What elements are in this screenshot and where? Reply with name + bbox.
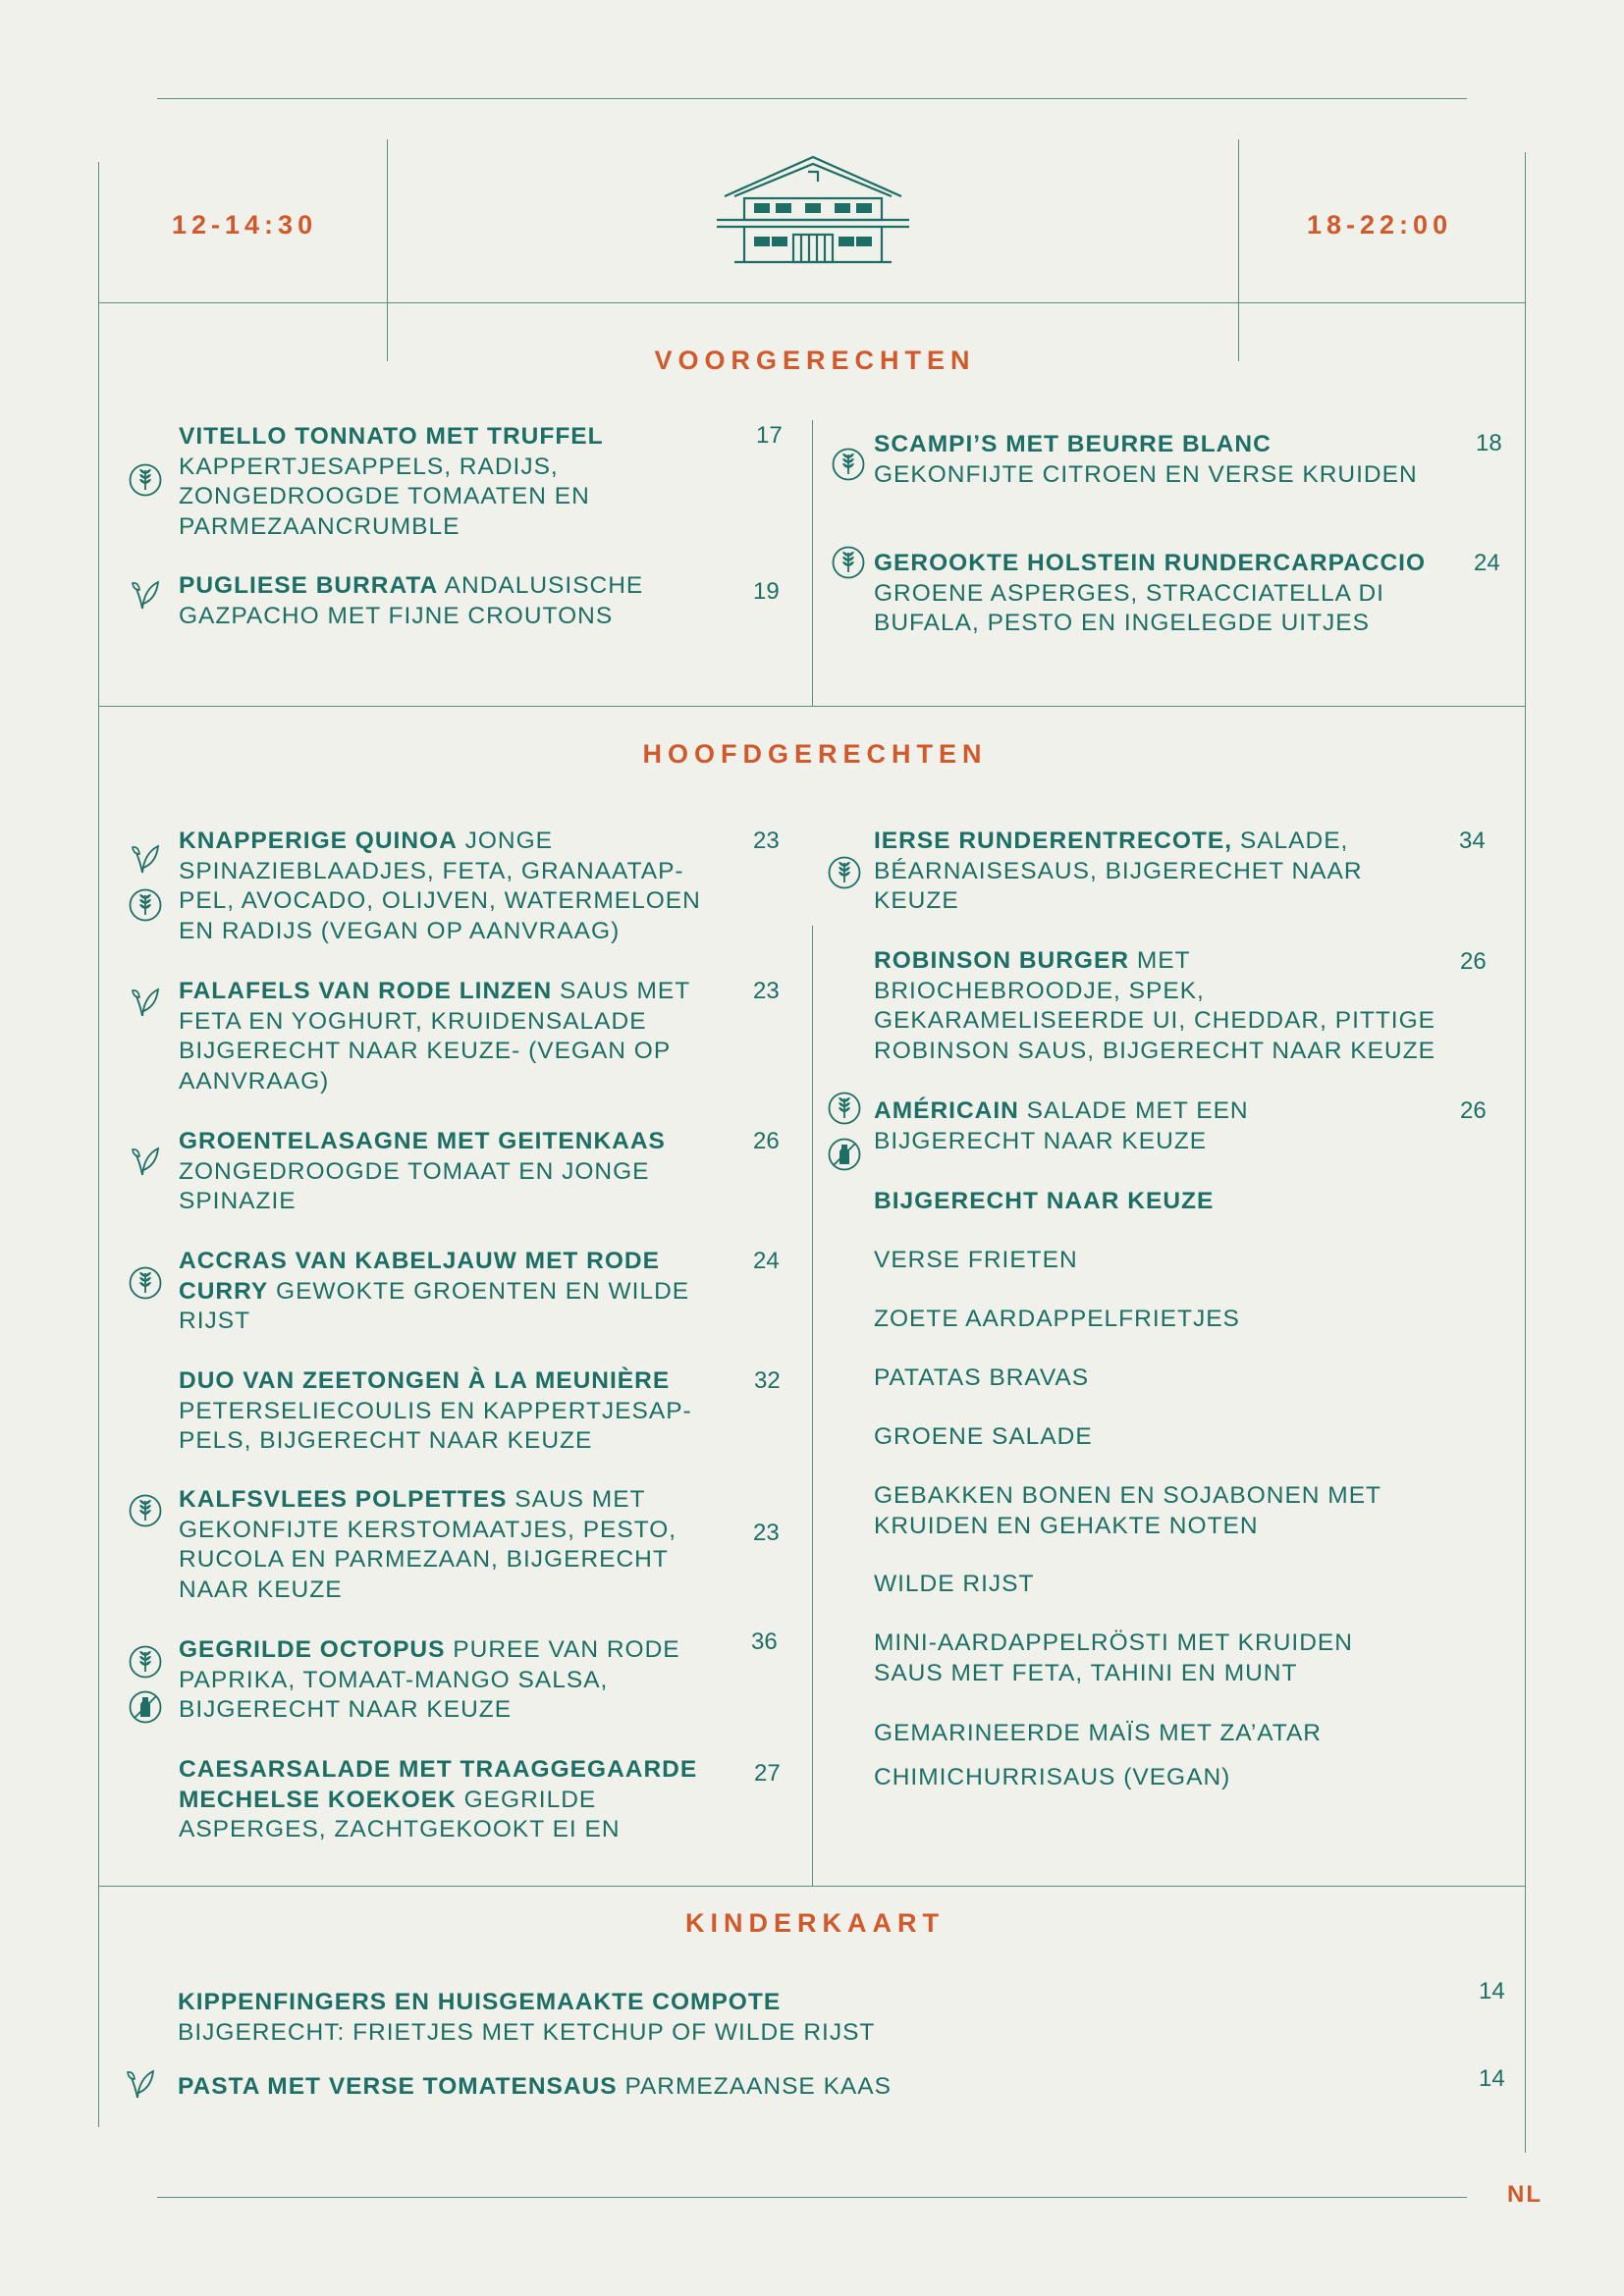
side-dish: ZOETE AARDAPPELFRIETJES	[874, 1306, 1240, 1332]
item-price: 14	[1479, 2065, 1505, 2092]
hoofdgerechten-heading: HOOFDGERECHTEN	[642, 739, 988, 769]
item-name: KIPPENFINGERS EN HUISGEMAAKTE COMPOTE	[178, 1989, 782, 2015]
lactose-free-icon	[827, 1137, 862, 1172]
header-divider-right	[1238, 139, 1239, 361]
header-divider-left	[387, 139, 388, 361]
item-name: KNAPPERIGE QUINOA	[179, 828, 458, 854]
gluten-free-icon	[128, 887, 163, 923]
vegetarian-leaf-icon	[123, 2066, 158, 2102]
side-dish: GROENE SALADE	[874, 1423, 1093, 1450]
item-description: SAUS MET FETA EN YOGHURT, KRUIDENSALADE BIJGERECHT NAAR KEUZE- (VEGAN OP AANVRAAG)	[179, 978, 690, 1095]
menu-item	[179, 1127, 729, 1217]
item-description: GEKONFIJTE CITROEN EN VERSE KRUIDEN	[874, 460, 1418, 488]
item-name: ACCRAS VAN KABELJAUW MET RODE CURRY	[179, 1248, 660, 1305]
item-name: DUO VAN ZEETONGEN À LA MEUNIÈRE	[179, 1367, 671, 1394]
item-price: 34	[1459, 828, 1486, 854]
menu-item	[179, 1635, 729, 1726]
menu-item	[179, 1755, 729, 1845]
lactose-free-icon	[128, 1689, 163, 1725]
item-name: GROENTELASAGNE MET GEITENKAAS	[179, 1128, 666, 1154]
item-price: 17	[756, 422, 783, 449]
item-name: PASTA MET VERSE TOMATENSAUS	[178, 2073, 618, 2100]
kinderkaart-heading: KINDERKAART	[685, 1908, 945, 1938]
menu-item	[179, 977, 729, 1096]
side-dish: GEBAKKEN BONEN EN SOJABONEN MET KRUIDEN EN GEHAKTE NOTEN	[874, 1482, 1381, 1539]
menu-item	[179, 571, 729, 631]
gluten-free-icon	[128, 462, 163, 498]
menu-item	[874, 827, 1424, 917]
item-price: 26	[753, 1128, 780, 1154]
item-description: GROENE ASPERGES, STRACCIATELLA DI BUFALA, PESTO EN INGELEGDE UITJES	[874, 579, 1384, 636]
item-description: JONGE SPINAZIEBLAADJES, FETA, GRANAATAP-PEL, AVOCADO, OLIJVEN, WATERMELOEN EN RADIJS (VEGAN OP AANVRAAG)	[179, 828, 701, 944]
right-border	[1525, 152, 1526, 2153]
voorgerechten-column-divider	[812, 420, 813, 706]
item-price: 27	[754, 1760, 781, 1787]
item-name: GEGRILDE OCTOPUS	[179, 1636, 446, 1663]
vegetarian-leaf-icon	[128, 985, 163, 1020]
item-name: CAESARSALADE MET TRAAGGEGAARDE MECHELSE KOEKOEK	[179, 1756, 698, 1813]
hoofdgerechten-column-divider	[812, 926, 813, 1886]
item-description: SAUS MET GEKONFIJTE KERSTOMAATJES, PESTO, RUCOLA EN PARMEZAAN, BIJGERECHT NAAR KEUZE	[179, 1486, 677, 1603]
item-description: PETERSELIECOULIS EN KAPPERTJESAP-PELS, BIJGERECHT NAAR KEUZE	[179, 1397, 692, 1454]
side-dish: VERSE FRIETEN	[874, 1247, 1078, 1273]
voorgerechten-heading: VOORGERECHTEN	[654, 346, 976, 375]
item-name: PUGLIESE BURRATA	[179, 572, 439, 599]
item-price: 24	[1474, 550, 1500, 576]
item-description: KAPPERTJESAPPELS, RADIJS, ZONGEDROOGDE TOMAATEN EN PARMEZAANCRUMBLE	[179, 453, 590, 540]
voorgerechten-rule	[98, 706, 1526, 707]
item-description: ZONGEDROOGDE TOMAAT EN JONGE SPINAZIE	[179, 1157, 650, 1214]
item-description: GEGRILDE ASPERGES, ZACHTGEKOOKT EI EN	[179, 1786, 621, 1842]
dinner-hours: 18-22:00	[1307, 210, 1453, 240]
item-price: 26	[1460, 948, 1487, 975]
item-price: 32	[754, 1367, 781, 1394]
item-description: PARMEZAANSE KAAS	[624, 2073, 892, 2100]
menu-item	[179, 827, 729, 946]
vegetarian-leaf-icon	[128, 1144, 163, 1179]
language-label: NL	[1507, 2181, 1543, 2208]
menu-item	[179, 422, 729, 542]
menu-item	[179, 1366, 729, 1457]
side-dish: GEMARINEERDE MAÏS MET ZA’ATAR	[874, 1720, 1322, 1746]
item-name: AMÉRICAIN	[874, 1097, 1019, 1124]
item-description: SALADE, BÉARNAISESAUS, BIJGERECHET NAAR KEUZE	[874, 828, 1363, 914]
side-dish: WILDE RIJST	[874, 1571, 1035, 1597]
item-description: GEWOKTE GROENTEN EN WILDE RIJST	[179, 1277, 690, 1334]
side-dish: PATATAS BRAVAS	[874, 1364, 1090, 1391]
menu-item	[874, 549, 1443, 639]
gluten-free-icon	[831, 447, 866, 482]
item-name: ROBINSON BURGER	[874, 947, 1130, 974]
item-price: 23	[753, 828, 780, 854]
side-dish: CHIMICHURRISAUS (VEGAN)	[874, 1764, 1231, 1790]
menu-item	[179, 1247, 729, 1337]
top-rule	[157, 98, 1467, 99]
menu-item	[874, 1096, 1306, 1156]
item-name: VITELLO TONNATO MET TRUFFEL	[179, 423, 604, 450]
sides-heading	[874, 1187, 1424, 1217]
item-price: 18	[1476, 430, 1502, 456]
gluten-free-icon	[827, 855, 862, 890]
lunch-hours: 12-14:30	[172, 210, 318, 240]
vegetarian-leaf-icon	[128, 577, 163, 613]
side-dish: MINI-AARDAPPELRÖSTI MET KRUIDEN SAUS MET FETA, TAHINI EN MUNT	[874, 1629, 1353, 1686]
item-price: 14	[1479, 1978, 1505, 2004]
item-description: PUREE VAN RODE PAPRIKA, TOMAAT-MANGO SALSA, BIJGERECHT NAAR KEUZE	[179, 1636, 680, 1723]
menu-item	[874, 946, 1443, 1066]
chalet-house-icon	[715, 152, 911, 265]
item-description: ANDALUSISCHE GAZPACHO MET FIJNE CROUTONS	[179, 572, 644, 629]
item-name: FALAFELS VAN RODE LINZEN	[179, 978, 553, 1004]
item-price: 36	[751, 1629, 778, 1655]
menu-item	[874, 430, 1424, 490]
item-name: KALFSVLEES POLPETTES	[179, 1486, 508, 1513]
gluten-free-icon	[128, 1644, 163, 1680]
item-description: BIJGERECHT: FRIETJES MET KETCHUP OF WILDE RIJST	[178, 2018, 876, 2046]
menu-item	[178, 2072, 1042, 2103]
item-description: SALADE MET EEN BIJGERECHT NAAR KEUZE	[874, 1097, 1249, 1154]
header-rule	[98, 302, 1526, 303]
vegetarian-leaf-icon	[128, 841, 163, 877]
item-price: 24	[753, 1248, 780, 1274]
item-name: SCAMPI’S MET BEURRE BLANC	[874, 431, 1272, 457]
sides-heading-label: BIJGERECHT NAAR KEUZE	[874, 1188, 1215, 1214]
gluten-free-icon	[128, 1265, 163, 1301]
gluten-free-icon	[831, 545, 866, 580]
hoofdgerechten-rule	[98, 1886, 1526, 1887]
item-price: 26	[1460, 1097, 1487, 1124]
item-name: IERSE RUNDERENTRECOTE,	[874, 828, 1233, 854]
item-price: 23	[753, 978, 780, 1004]
item-name: GEROOKTE HOLSTEIN RUNDERCARPACCIO	[874, 550, 1427, 576]
item-price: 19	[753, 578, 780, 605]
menu-item	[179, 1485, 729, 1605]
left-border	[98, 162, 99, 2127]
gluten-free-icon	[128, 1493, 163, 1528]
item-description: MET BRIOCHEBROODJE, SPEK, GEKARAMELISEERDE UI, CHEDDAR, PITTIGE ROBINSON SAUS, BIJGERECHT NAAR KEUZE	[874, 947, 1436, 1064]
item-price: 23	[753, 1520, 780, 1546]
bottom-rule	[157, 2197, 1467, 2198]
menu-item	[178, 1988, 1042, 2048]
gluten-free-icon	[827, 1091, 862, 1126]
